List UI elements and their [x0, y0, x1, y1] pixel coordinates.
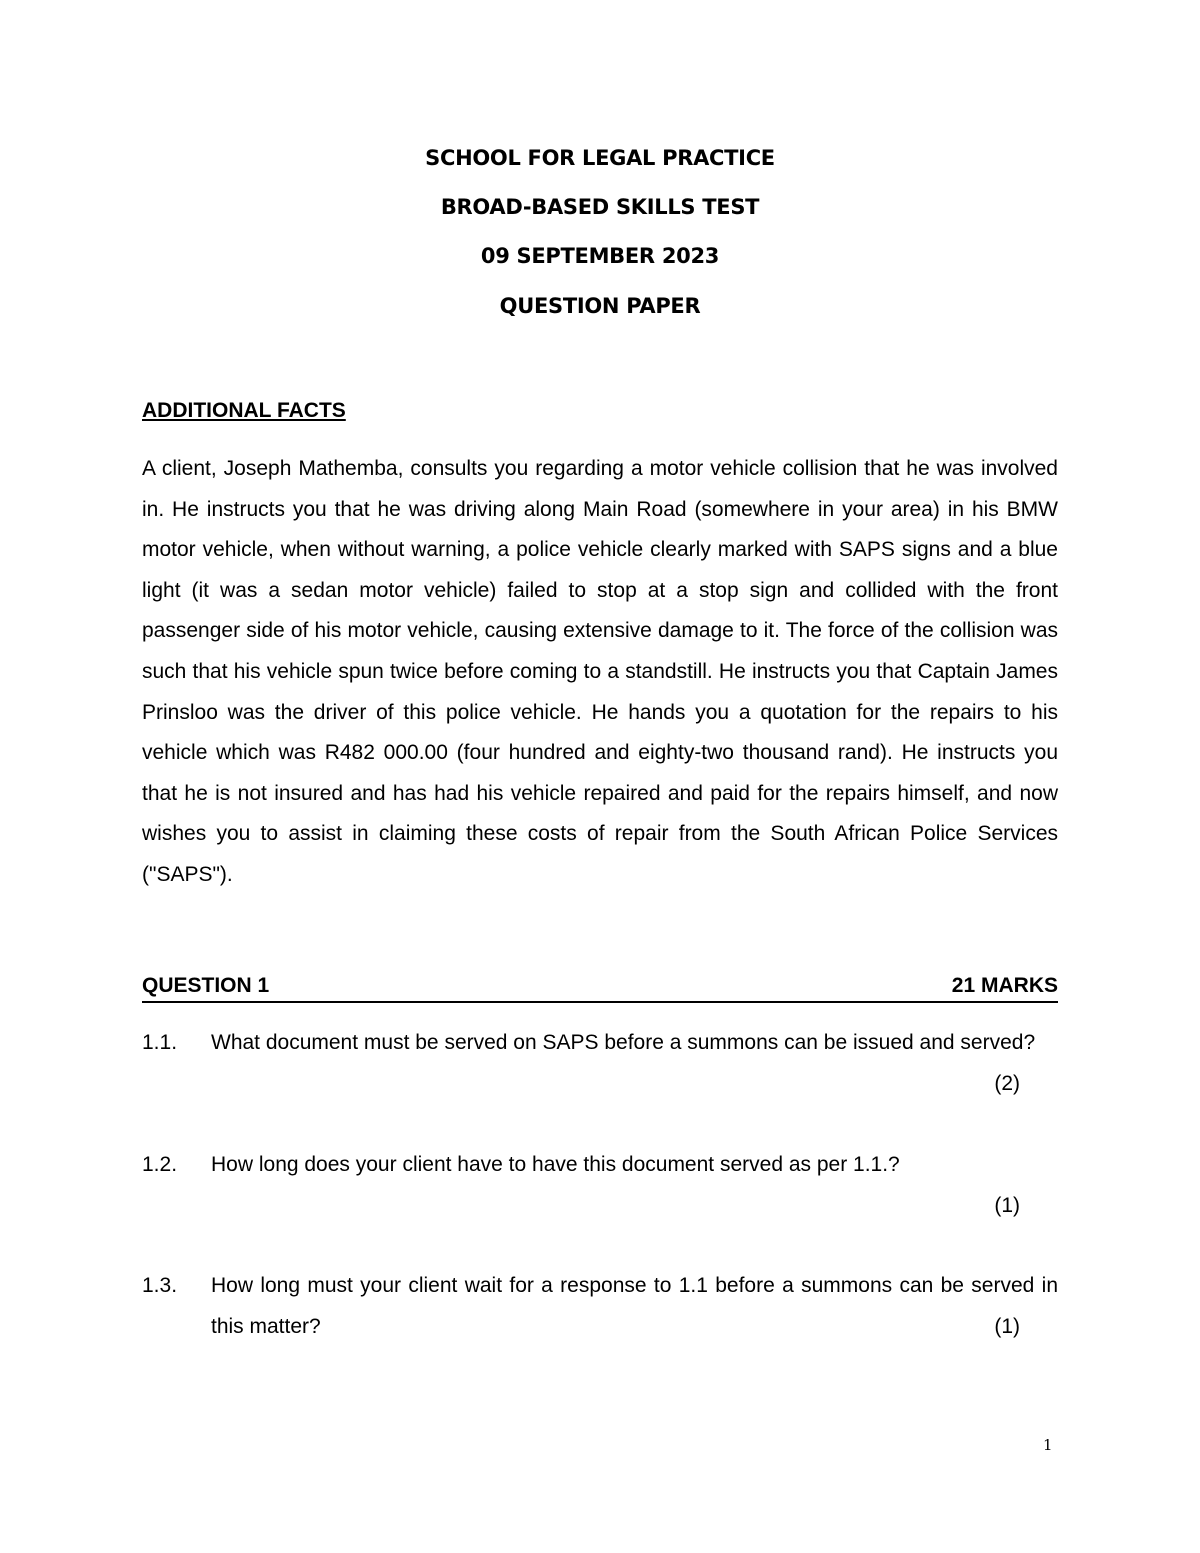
question-item-1-3 [142, 1265, 1058, 1347]
question-text: How long must your client wait for a response to 1.1 before a summons can be served in this matter? [211, 1274, 1058, 1338]
additional-facts-body: A client, Joseph Mathemba, consults you regarding a motor vehicle collision that he was involved in. He instructs you that he was driving along Main Road (somewhere in your area) in his BMW motor vehicle, when without warning, a police vehicle clearly marked with SAPS signs and a blue light (it was a sedan motor vehicle) failed to stop at a stop sign and collided with the front passenger side of his motor vehicle, causing extensive damage to it. The force of the collision was such that his vehicle spun twice before coming to a standstill. He instructs you that Captain James Prinsloo was the driver of this police vehicle. He hands you a quotation for the repairs to his vehicle which was R482 000.00 (four hundred and eighty-two thousand rand). He instructs you that he is not insured and has had his vehicle repaired and paid for the repairs himself, and now wishes you to assist in claiming these costs of repair from the South African Police Services ("SAPS"). [142, 457, 1058, 886]
question-mark-allocation: (2) [994, 1072, 1020, 1095]
question-1-header [142, 971, 1058, 1003]
question-number: 1.3. [142, 1274, 178, 1297]
additional-facts-heading: ADDITIONAL FACTS [142, 399, 346, 422]
test-date: 09 SEPTEMBER 2023 [480, 244, 720, 268]
test-title: BROAD-BASED SKILLS TEST [440, 195, 760, 219]
question-item-1-1 [142, 1022, 1058, 1104]
question-number: 1.2. [142, 1153, 178, 1176]
question-1-title: QUESTION 1 [142, 974, 270, 997]
page-number: 1 [1043, 1436, 1053, 1454]
question-mark-allocation: (1) [994, 1194, 1020, 1217]
question-text: How long does your client have to have this document served as per 1.1.? [211, 1153, 900, 1176]
paper-title: QUESTION PAPER [499, 294, 701, 318]
question-1-marks: 21 MARKS [951, 974, 1058, 997]
question-text: What document must be served on SAPS before a summons can be issued and served? [211, 1031, 1036, 1054]
question-number: 1.1. [142, 1031, 178, 1054]
question-mark-allocation: (1) [994, 1315, 1020, 1338]
school-title: SCHOOL FOR LEGAL PRACTICE [425, 146, 775, 170]
question-item-1-2 [142, 1144, 1058, 1226]
